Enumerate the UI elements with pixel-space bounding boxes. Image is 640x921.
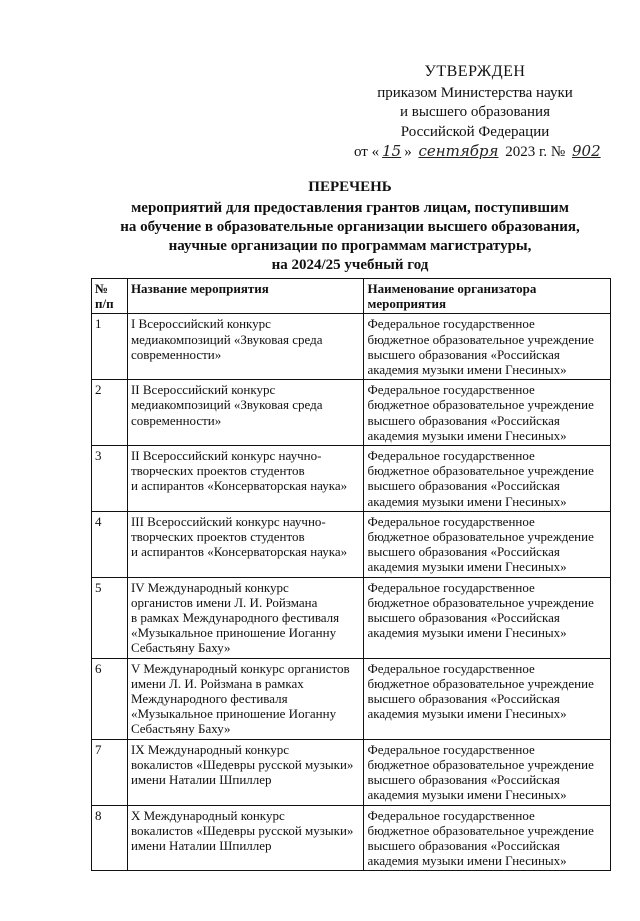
- date-year: 2023 г. №: [505, 144, 566, 160]
- handwritten-day: 15: [382, 142, 402, 160]
- row-organizer: Федеральное государственное бюджетное образовательное учреждение высшего образования «Российская академия музыки имени Гнесиных»: [364, 511, 611, 577]
- row-event-name: III Всероссийский конкурс научно- творческих проектов студентов и аспирантов «Консерваторская наука»: [127, 511, 364, 577]
- approval-line-federation: Российской Федерации: [400, 123, 550, 140]
- row-organizer: Федеральное государственное бюджетное образовательное учреждение высшего образования «Российская академия музыки имени Гнесиных»: [364, 805, 611, 871]
- title-line-2: на обучение в образовательные организации высшего образования,: [120, 219, 580, 235]
- date-mid: »: [404, 144, 412, 160]
- table-row: [92, 805, 611, 871]
- approval-date-line: [340, 142, 610, 163]
- approval-stamp: УТВЕРЖДЕН: [424, 63, 526, 80]
- row-number: 3: [92, 446, 128, 512]
- approval-line-ministry: приказом Министерства науки: [377, 84, 573, 101]
- row-event-name: IX Международный конкурс вокалистов «Шедевры русской музыки» имени Наталии Шпиллер: [127, 739, 364, 805]
- row-organizer: Федеральное государственное бюджетное образовательное учреждение высшего образования «Российская академия музыки имени Гнесиных»: [364, 658, 611, 739]
- row-organizer: Федеральное государственное бюджетное образовательное учреждение высшего образования «Российская академия музыки имени Гнесиных»: [364, 314, 611, 380]
- row-organizer: Федеральное государственное бюджетное образовательное учреждение высшего образования «Российская академия музыки имени Гнесиных»: [364, 739, 611, 805]
- document-title: [90, 178, 610, 275]
- row-number: 5: [92, 577, 128, 658]
- row-number: 6: [92, 658, 128, 739]
- row-organizer: Федеральное государственное бюджетное образовательное учреждение высшего образования «Российская академия музыки имени Гнесиных»: [364, 446, 611, 512]
- events-table: [91, 278, 611, 871]
- row-event-name: X Международный конкурс вокалистов «Шедевры русской музыки» имени Наталии Шпиллер: [127, 805, 364, 871]
- title-heading: ПЕРЕЧЕНЬ: [308, 179, 392, 195]
- row-number: 4: [92, 511, 128, 577]
- table-row: [92, 314, 611, 380]
- title-line-1: мероприятий для предоставления грантов лицам, поступившим: [131, 200, 569, 216]
- row-event-name: II Всероссийский конкурс медиакомпозиций «Звуковая среда современности»: [127, 380, 364, 446]
- header-number: № п/п: [92, 279, 128, 314]
- row-number: 2: [92, 380, 128, 446]
- approval-block: [340, 62, 610, 163]
- handwritten-order-number: 902: [572, 142, 601, 160]
- table-row: [92, 658, 611, 739]
- row-event-name: II Всероссийский конкурс научно- творческих проектов студентов и аспирантов «Консерваторская наука»: [127, 446, 364, 512]
- table-header-row: [92, 279, 611, 314]
- approval-line-education: и высшего образования: [400, 104, 550, 120]
- date-prefix: от «: [354, 144, 380, 160]
- row-organizer: Федеральное государственное бюджетное образовательное учреждение высшего образования «Российская академия музыки имени Гнесиных»: [364, 577, 611, 658]
- handwritten-month: сентября: [418, 142, 499, 160]
- row-event-name: V Международный конкурс органистов имени Л. И. Ройзмана в рамках Международного фестиваля «Музыкальное приношение Иоганну Себастьяну Баху»: [127, 658, 364, 739]
- row-number: 8: [92, 805, 128, 871]
- row-event-name: I Всероссийский конкурс медиакомпозиций «Звуковая среда современности»: [127, 314, 364, 380]
- table-row: [92, 380, 611, 446]
- table-row: [92, 739, 611, 805]
- row-event-name: IV Международный конкурс органистов имени Л. И. Ройзмана в рамках Международного фестиваля «Музыкальное приношение Иоганну Себастьяну Баху»: [127, 577, 364, 658]
- row-organizer: Федеральное государственное бюджетное образовательное учреждение высшего образования «Российская академия музыки имени Гнесиных»: [364, 380, 611, 446]
- header-event-name: Название мероприятия: [127, 279, 364, 314]
- row-number: 1: [92, 314, 128, 380]
- table-row: [92, 511, 611, 577]
- title-line-4: на 2024/25 учебный год: [271, 257, 429, 273]
- row-number: 7: [92, 739, 128, 805]
- title-line-3: научные организации по программам магистратуры,: [168, 238, 532, 254]
- table-row: [92, 446, 611, 512]
- header-organizer: Наименование организатора мероприятия: [364, 279, 611, 314]
- table-row: [92, 577, 611, 658]
